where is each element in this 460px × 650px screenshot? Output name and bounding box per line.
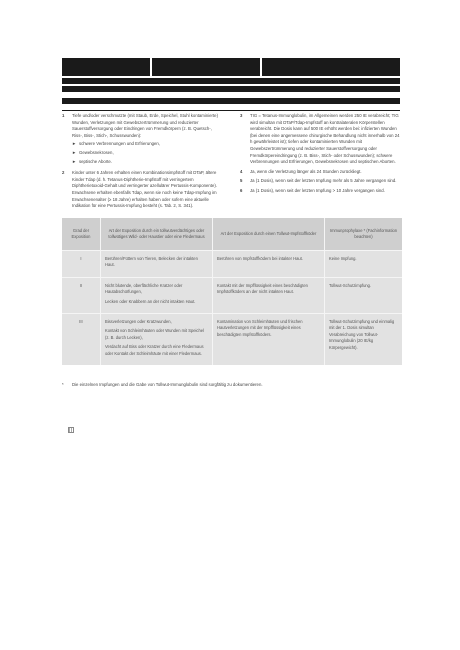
footnote-1 bbox=[62, 113, 222, 167]
bait-cell: Kontakt mit der Impfflüssigkeit eines beschädigten Impfstoffköders an der nicht intakten Haut. bbox=[212, 278, 324, 313]
top-table bbox=[62, 58, 400, 111]
footnote-number: 1 bbox=[62, 113, 65, 118]
animal-cell: Berühren/Füttern von Tieren, Belecken der intakten Haut. bbox=[100, 251, 212, 277]
column-header-animal-exposure: Art der Exposition durch ein tollwutverdächtiges oder tollwütiges Wild- oder Haustier oder eine Fledermaus bbox=[100, 218, 212, 250]
arrow-icon: ► bbox=[72, 149, 77, 155]
footnote-6: 6 Ja (1 Dosis), wenn seit der letzten Impfung > 10 Jahre vergangen sind. bbox=[240, 188, 400, 195]
page-marker-icon bbox=[68, 427, 74, 433]
table-header-cell bbox=[152, 58, 260, 76]
footnote-bullet-list bbox=[72, 141, 222, 165]
table-row bbox=[62, 250, 402, 277]
bait-cell: Berühren von Impfstoffködern bei intakter Haut. bbox=[212, 251, 324, 277]
animal-cell: Bissverletzungen oder Kratzwunden, Kontakt von Schleimhäuten oder Wunden mit Speichel (z. B. durch Lecken), Verdacht auf Biss oder Kratzer durch eine Fledermaus oder Kontakt der Schleimhäute mit einer Fledermaus. bbox=[100, 314, 212, 365]
footnote-text: TIG = Tetanus-Immunglobulin, im Allgemeinen werden 250 IE verabreicht; TIG wird simultan mit DTaP/Tdap-Impfstoff an kontralateralen Körperstellen verabreicht. Die Dosis kann auf 500 IE erhöht werden bei: infizierten Wunden (bei denen eine angemessene chirurgische Behandlung nicht innerhalb von 24 h gewährleistet ist); tiefen oder kontaminierten Wunden mit Gewebszertrümmerung und reduzierter Sauerstoffversorgung oder Fremdkörpereindringung (z. B. Biss-, Stich- oder Schusswunden); schwere Verbrennungen und Erfrierungen, Gewebsnekrosen und septischen Aborten. bbox=[250, 113, 400, 165]
column-header-bait-exposure: Art der Exposition durch einen Tollwut-Impfstoffköder bbox=[212, 218, 324, 250]
arrow-icon: ► bbox=[72, 141, 77, 147]
table-rule bbox=[62, 110, 400, 111]
prophylaxis-cell: Tollwut-Schutzimpfung. bbox=[324, 278, 402, 313]
table-row bbox=[62, 98, 400, 104]
grade-cell: III bbox=[79, 319, 83, 325]
animal-cell: Nicht blutende, oberflächliche Kratzer oder Hautabschürfungen, Lecken oder Knabbern an der nicht intakten Haut. bbox=[100, 278, 212, 313]
rabies-exposure-table bbox=[62, 218, 402, 365]
footnote-text: Ja, wenn die Verletzung länger als 24 Stunden zurückliegt. bbox=[250, 168, 362, 174]
footnote-3: 3 TIG = Tetanus-Immunglobulin, im Allgemeinen werden 250 IE verabreicht; TIG wird simultan mit DTaP/Tdap-Impfstoff an kontralateralen Körperstellen verabreicht. Die Dosis kann auf 500 IE erhöht werden bei: infizierten Wunden (bei denen eine angemessene chirurgische Behandlung nicht innerhalb von 24 h gewährleistet ist); tiefen oder kontaminierten Wunden mit Gewebszertrümmerung und reduzierter Sauerstoffversorgung oder Fremdkörpereindringung (z. B. Biss-, Stich- oder Schusswunden); schwere Verbrennungen und Erfrierungen, Gewebsnekrosen und septischen Aborten. bbox=[240, 113, 400, 165]
arrow-icon: ► bbox=[72, 158, 77, 164]
footnote-text: Ja (1 Dosis), wenn seit der letzten Impfung > 10 Jahre vergangen sind. bbox=[250, 187, 385, 193]
table-footnotes bbox=[62, 113, 400, 213]
grade-cell: I bbox=[80, 256, 82, 261]
table-row bbox=[62, 78, 400, 84]
footnote-4: 4 Ja, wenn die Verletzung länger als 24 Stunden zurückliegt. bbox=[240, 169, 400, 176]
list-item: ► schwere Verbrennungen und Erfrierungen, bbox=[72, 141, 160, 147]
table-footnote: * Die einzelnen Impfungen und die Gabe von Tollwut-Immunglobulin sind sorgfältig zu dokumentieren. bbox=[62, 382, 263, 387]
footnote-text: Ja (1 Dosis), wenn seit der letzten Impfung mehr als 5 Jahre vergangen sind. bbox=[250, 178, 397, 184]
footnote-number: 2 bbox=[62, 170, 65, 176]
table-header bbox=[62, 218, 402, 250]
footnote-text: Kinder unter 6 Jahren erhalten einen Kombinationsimpfstoff mit DTaP, ältere Kinder Tdap (d. h. Tetanus-Diphtherie-Impfstoff mit verringertem Diphtherietoxoid-Gehalt und verringerter azellulärer Pertussis-Komponente). Erwachsene erhalten ebenfalls Tdap, wenn sie noch keine Tdap-Impfung im Erwachsenenalter (≥ 18 Jahre) erhalten haben oder sofern eine aktuelle Indikation für eine Pertussis-Impfung besteht (s. Tab. 2, S. 341). bbox=[72, 170, 217, 209]
footnote-text: Die einzelnen Impfungen und die Gabe von Tollwut-Immunglobulin sind sorgfältig zu dokumentieren. bbox=[72, 382, 263, 387]
list-item: ► Gewebsnekrosen, bbox=[72, 149, 114, 155]
table-row bbox=[62, 277, 402, 313]
footnotes-left-column bbox=[62, 113, 222, 213]
column-header-prophylaxis: Immunprophylaxe * (Fachinformation beachten) bbox=[324, 218, 402, 250]
column-header-grade: Grad der Exposition bbox=[71, 227, 91, 239]
grade-cell: II bbox=[79, 282, 83, 288]
table-header-cell bbox=[62, 58, 150, 76]
footnote-5: 5 Ja (1 Dosis), wenn seit der letzten Impfung mehr als 5 Jahre vergangen sind. bbox=[240, 178, 400, 185]
bait-cell: Kontamination von Schleimhäuten und frischen Hautverletzungen mit der Impfflüssigkeit eines beschädigten Impfstoffköders. bbox=[212, 314, 324, 365]
prophylaxis-cell: Tollwut-Schutzimpfung und einmalig mit der 1. Dosis simultan Verabreichung von Tollwut-Immunglobulin (20 IE/kg Körpergewicht). bbox=[324, 314, 402, 365]
table-header-cell bbox=[262, 58, 400, 76]
footnote-2 bbox=[62, 170, 222, 210]
prophylaxis-cell: Keine Impfung. bbox=[324, 251, 402, 277]
table-row bbox=[62, 313, 402, 365]
list-item: ► septische Aborte. bbox=[72, 158, 112, 164]
footnote-text: Tiefe und/oder verschmutzte (mit Staub, Erde, Speichel, Stuhl kontaminierte) Wunden, Verletzungen mit Gewebszertrümmerung und reduzierter Sauerstoffversorgung oder Eindringen von Fremdkörpern (z. B. Quetsch-, Riss-, Biss-, Stich-, Schusswunden): bbox=[72, 113, 219, 138]
footnotes-right-column bbox=[240, 113, 400, 213]
